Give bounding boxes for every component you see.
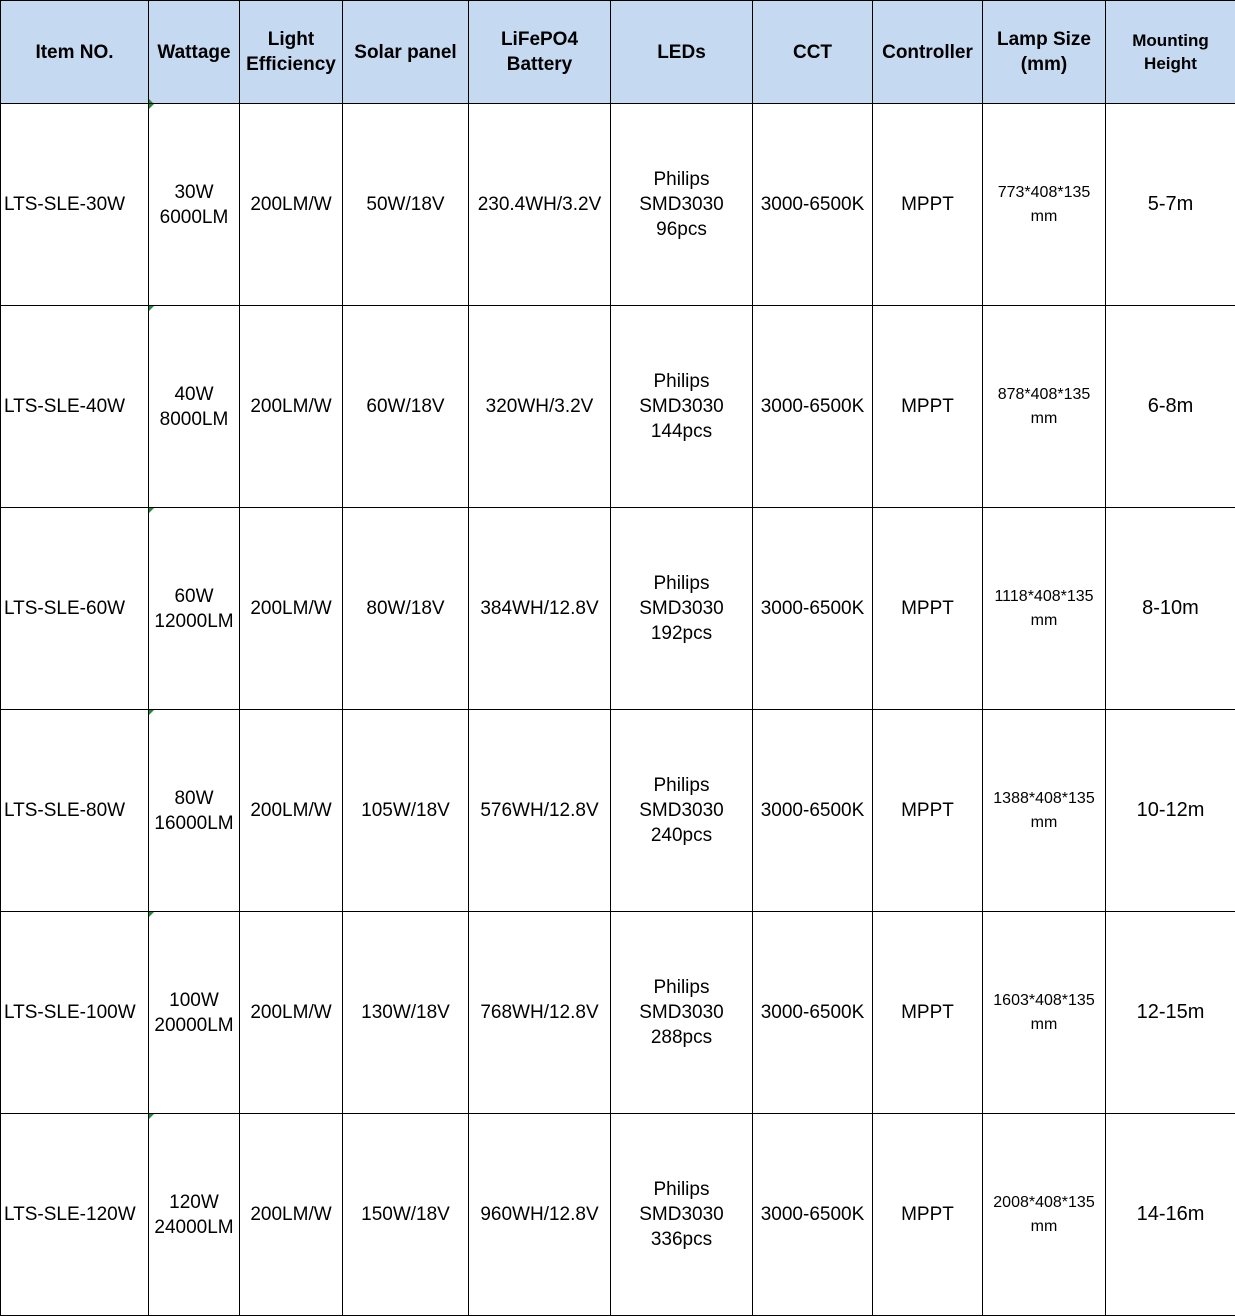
cell-mounting-height: 12-15m	[1106, 912, 1235, 1114]
table-row	[1, 912, 1235, 1114]
cell-lamp-size-value: 773*408*135	[997, 183, 1091, 201]
cell-item-no: LTS-SLE-120W	[1, 1114, 149, 1316]
cell-cct: 3000-6500K	[753, 710, 873, 912]
cell-solar-panel: 60W/18V	[343, 306, 469, 508]
cell-wattage	[149, 104, 240, 306]
cell-controller: MPPT	[873, 710, 983, 912]
cell-item-no: LTS-SLE-30W	[1, 104, 149, 306]
cell-leds	[611, 912, 753, 1114]
cell-solar-panel: 130W/18V	[343, 912, 469, 1114]
cell-lamp-size	[983, 912, 1106, 1114]
cell-marker	[149, 306, 154, 311]
cell-leds	[611, 710, 753, 912]
cell-lamp-size-value: 2008*408*135	[993, 1193, 1095, 1211]
cell-lamp-size	[983, 508, 1106, 710]
cell-mounting-height: 10-12m	[1106, 710, 1235, 912]
cell-led-brand: Philips	[653, 1179, 710, 1200]
cell-cct: 3000-6500K	[753, 104, 873, 306]
cell-solar-panel: 50W/18V	[343, 104, 469, 306]
cell-wattage	[149, 912, 240, 1114]
cell-led-brand: Philips	[653, 573, 710, 594]
cell-solar-panel: 80W/18V	[343, 508, 469, 710]
cell-efficiency: 200LM/W	[240, 912, 343, 1114]
cell-lamp-size	[983, 104, 1106, 306]
cell-solar-panel: 105W/18V	[343, 710, 469, 912]
cell-mounting-height: 6-8m	[1106, 306, 1235, 508]
header-lamp-size-line2: (mm)	[1020, 54, 1068, 75]
cell-battery: 320WH/3.2V	[469, 306, 611, 508]
cell-lumens-value: 16000LM	[154, 812, 234, 834]
cell-lumens-value: 24000LM	[154, 1216, 234, 1238]
header-row	[1, 1, 1235, 104]
header-battery-line1: LiFePO4	[500, 29, 579, 50]
header-leds: LEDs	[611, 1, 753, 104]
header-wattage	[149, 1, 240, 104]
cell-lumens-value: 12000LM	[154, 610, 234, 632]
cell-wattage-value: 120W	[169, 1191, 219, 1213]
cell-wattage-value: 40W	[174, 383, 214, 405]
cell-leds	[611, 104, 753, 306]
cell-wattage-value: 100W	[169, 989, 219, 1011]
header-mounting-height	[1106, 1, 1235, 104]
cell-cct: 3000-6500K	[753, 508, 873, 710]
cell-lamp-size-unit: mm	[1030, 207, 1058, 225]
cell-wattage	[149, 710, 240, 912]
table-body	[1, 104, 1235, 1316]
cell-led-brand: Philips	[653, 775, 710, 796]
cell-leds	[611, 1114, 753, 1316]
cell-led-type: SMD3030	[639, 396, 724, 417]
cell-led-type: SMD3030	[639, 1002, 724, 1023]
cell-marker	[149, 710, 154, 715]
table-row	[1, 710, 1235, 912]
cell-controller: MPPT	[873, 1114, 983, 1316]
cell-led-count: 240pcs	[650, 825, 713, 846]
cell-led-type: SMD3030	[639, 800, 724, 821]
header-controller: Controller	[873, 1, 983, 104]
cell-item-no: LTS-SLE-60W	[1, 508, 149, 710]
cell-led-count: 96pcs	[656, 219, 707, 240]
table-row	[1, 104, 1235, 306]
cell-battery: 960WH/12.8V	[469, 1114, 611, 1316]
cell-lumens-value: 8000LM	[159, 408, 229, 430]
cell-efficiency: 200LM/W	[240, 104, 343, 306]
cell-led-count: 288pcs	[650, 1027, 713, 1048]
cell-controller: MPPT	[873, 104, 983, 306]
cell-battery: 576WH/12.8V	[469, 710, 611, 912]
cell-mounting-height: 14-16m	[1106, 1114, 1235, 1316]
header-light-efficiency	[240, 1, 343, 104]
cell-led-count: 336pcs	[650, 1229, 713, 1250]
cell-cct: 3000-6500K	[753, 1114, 873, 1316]
cell-wattage-value: 30W	[174, 181, 214, 203]
header-solar-panel: Solar panel	[343, 1, 469, 104]
cell-marker	[149, 508, 154, 513]
cell-wattage-value: 60W	[174, 585, 214, 607]
cell-lamp-size-value: 1118*408*135	[994, 587, 1094, 605]
cell-lamp-size-unit: mm	[1030, 813, 1058, 831]
cell-lamp-size-unit: mm	[1030, 1015, 1058, 1033]
cell-lamp-size	[983, 306, 1106, 508]
cell-wattage	[149, 306, 240, 508]
table-row	[1, 1114, 1235, 1316]
cell-led-brand: Philips	[653, 371, 710, 392]
cell-led-brand: Philips	[653, 169, 710, 190]
header-lamp-size	[983, 1, 1106, 104]
cell-wattage	[149, 1114, 240, 1316]
cell-lamp-size-unit: mm	[1030, 409, 1058, 427]
cell-marker	[149, 99, 153, 103]
table-row	[1, 306, 1235, 508]
cell-item-no: LTS-SLE-80W	[1, 710, 149, 912]
cell-lamp-size	[983, 1114, 1106, 1316]
cell-leds	[611, 306, 753, 508]
cell-marker	[149, 104, 154, 109]
cell-led-type: SMD3030	[639, 1204, 724, 1225]
cell-solar-panel: 150W/18V	[343, 1114, 469, 1316]
cell-led-type: SMD3030	[639, 598, 724, 619]
cell-lamp-size-unit: mm	[1030, 611, 1058, 629]
cell-controller: MPPT	[873, 912, 983, 1114]
cell-cct: 3000-6500K	[753, 912, 873, 1114]
header-wattage-label: Wattage	[157, 41, 231, 63]
cell-lamp-size-value: 878*408*135	[997, 385, 1091, 403]
cell-mounting-height: 5-7m	[1106, 104, 1235, 306]
cell-led-type: SMD3030	[639, 194, 724, 215]
cell-leds	[611, 508, 753, 710]
cell-led-count: 192pcs	[650, 623, 713, 644]
cell-led-brand: Philips	[653, 977, 710, 998]
cell-item-no: LTS-SLE-40W	[1, 306, 149, 508]
header-lamp-size-line1: Lamp Size	[997, 29, 1091, 50]
cell-efficiency: 200LM/W	[240, 508, 343, 710]
cell-lamp-size	[983, 710, 1106, 912]
header-battery-line2: Battery	[506, 54, 573, 75]
cell-wattage-value: 80W	[174, 787, 214, 809]
cell-controller: MPPT	[873, 306, 983, 508]
cell-lamp-size-value: 1603*408*135	[993, 991, 1095, 1009]
header-item-no: Item NO.	[1, 1, 149, 104]
cell-battery: 230.4WH/3.2V	[469, 104, 611, 306]
cell-controller: MPPT	[873, 508, 983, 710]
table-row	[1, 508, 1235, 710]
header-cct: CCT	[753, 1, 873, 104]
cell-battery: 384WH/12.8V	[469, 508, 611, 710]
cell-efficiency: 200LM/W	[240, 306, 343, 508]
header-light-efficiency-line2: Efficiency	[246, 54, 336, 75]
cell-marker	[149, 912, 154, 917]
cell-lumens-value: 6000LM	[159, 206, 229, 228]
header-light-efficiency-line1: Light	[267, 29, 315, 50]
header-mounting-height-line1: Mounting	[1132, 31, 1209, 50]
cell-wattage	[149, 508, 240, 710]
cell-led-count: 144pcs	[650, 421, 713, 442]
cell-battery: 768WH/12.8V	[469, 912, 611, 1114]
cell-lumens-value: 20000LM	[154, 1014, 234, 1036]
cell-lamp-size-unit: mm	[1030, 1217, 1058, 1235]
header-battery	[469, 1, 611, 104]
cell-marker	[149, 1114, 154, 1119]
cell-mounting-height: 8-10m	[1106, 508, 1235, 710]
cell-efficiency: 200LM/W	[240, 710, 343, 912]
header-mounting-height-line2: Height	[1144, 54, 1197, 73]
cell-item-no: LTS-SLE-100W	[1, 912, 149, 1114]
cell-efficiency: 200LM/W	[240, 1114, 343, 1316]
cell-cct: 3000-6500K	[753, 306, 873, 508]
cell-lamp-size-value: 1388*408*135	[993, 789, 1095, 807]
